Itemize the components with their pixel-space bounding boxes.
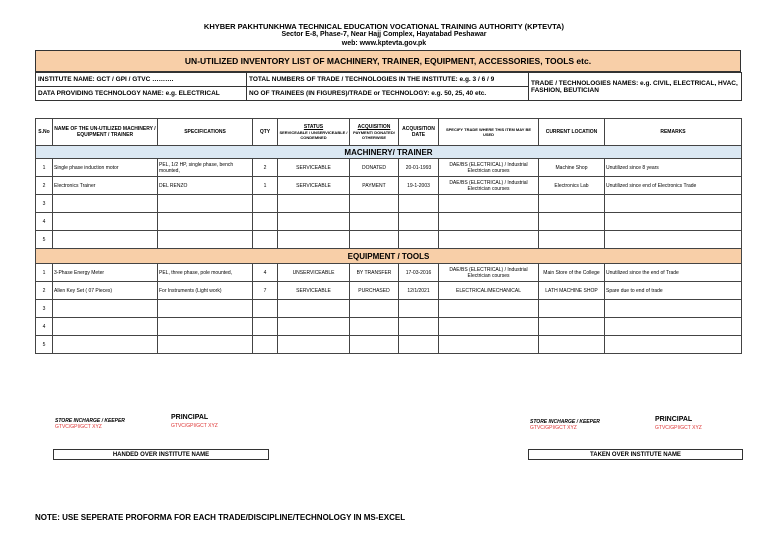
cell-trade[interactable] xyxy=(439,300,539,318)
cell-status[interactable] xyxy=(278,336,350,354)
table-row xyxy=(36,282,742,300)
authority-address: Sector E-8, Phase-7, Near Hajj Complex, Hayatabad Peshawar xyxy=(281,31,487,38)
cell-spec[interactable]: For Instruments (Light work) xyxy=(158,282,253,300)
cell-status[interactable] xyxy=(278,195,350,213)
principal-label-right: PRINCIPAL xyxy=(655,416,693,423)
cell-remarks[interactable]: Spare due to end of trade xyxy=(605,282,742,300)
cell-location[interactable]: Electronics Lab xyxy=(539,177,605,195)
cell-trade[interactable] xyxy=(439,213,539,231)
cell-location[interactable] xyxy=(539,318,605,336)
col-acq-date: ACQUISITION DATE xyxy=(399,119,439,146)
principal-label-left: PRINCIPAL xyxy=(171,414,209,421)
store-keeper-label-right: STORE INCHARGE / KEEPER xyxy=(530,419,600,425)
cell-acq-date[interactable] xyxy=(399,213,439,231)
store-keeper-sub-left: GTVC/GPI/GCT XYZ xyxy=(55,424,102,430)
cell-name[interactable]: Single phase induction motor xyxy=(53,159,158,177)
cell-location[interactable]: LATH MACHINE SHOP xyxy=(539,282,605,300)
cell-status[interactable]: SERVICEABLE xyxy=(278,159,350,177)
col-acq-title: ACQUISITION xyxy=(357,124,391,130)
cell-sno[interactable]: 3 xyxy=(36,300,53,318)
cell-spec[interactable] xyxy=(158,336,253,354)
cell-sno[interactable]: 5 xyxy=(36,336,53,354)
col-location: CURRENT LOCATION xyxy=(539,119,605,146)
cell-remarks[interactable] xyxy=(605,300,742,318)
table-row xyxy=(36,264,742,282)
header-row xyxy=(36,119,742,146)
cell-acquisition[interactable] xyxy=(350,195,399,213)
cell-remarks[interactable] xyxy=(605,336,742,354)
cell-sno[interactable]: 4 xyxy=(36,213,53,231)
cell-acq-date[interactable] xyxy=(399,336,439,354)
principal-sub-left: GTVC/GPI/GCT XYZ xyxy=(171,423,218,429)
col-qty: QTY xyxy=(253,119,278,146)
cell-remarks[interactable]: Unutilized since end of Electronics Trade xyxy=(605,177,742,195)
info-table xyxy=(35,72,742,101)
section-machinery-label: MACHINERY/ TRAINER xyxy=(36,146,742,159)
cell-acq-date[interactable]: 19-1-2003 xyxy=(399,177,439,195)
principal-sub-right: GTVC/GPI/GCT XYZ xyxy=(655,425,702,431)
trainees-count: NO OF TRAINEES (IN FIGURES)/TRADE or TECHNOLOGY: e.g. 50, 25, 40 etc. xyxy=(247,87,529,101)
cell-sno[interactable]: 3 xyxy=(36,195,53,213)
cell-status[interactable] xyxy=(278,318,350,336)
section-machinery xyxy=(36,146,742,159)
cell-acq-date[interactable] xyxy=(399,195,439,213)
cell-trade[interactable] xyxy=(439,231,539,249)
cell-trade[interactable] xyxy=(439,336,539,354)
cell-acq-date[interactable]: 17-03-2016 xyxy=(399,264,439,282)
cell-spec[interactable] xyxy=(158,231,253,249)
cell-name[interactable] xyxy=(53,300,158,318)
cell-spec[interactable]: DEL RENZO xyxy=(158,177,253,195)
cell-acquisition[interactable]: PAYMENT xyxy=(350,177,399,195)
cell-qty[interactable]: 4 xyxy=(253,264,278,282)
cell-acquisition[interactable] xyxy=(350,336,399,354)
col-status xyxy=(278,119,350,146)
cell-acq-date[interactable]: 12/1/2021 xyxy=(399,282,439,300)
cell-acquisition[interactable] xyxy=(350,300,399,318)
document-title: UN-UTILIZED INVENTORY LIST OF MACHINERY, TRAINER, EQUIPMENT, ACCESSORIES, TOOLS etc. xyxy=(35,50,741,72)
cell-location[interactable]: Machine Shop xyxy=(539,159,605,177)
cell-name[interactable] xyxy=(53,231,158,249)
cell-acquisition[interactable]: BY TRANSFER xyxy=(350,264,399,282)
section-equipment-label: EQUIPMENT / TOOLS xyxy=(36,249,742,264)
cell-acq-date[interactable] xyxy=(399,318,439,336)
table-row xyxy=(36,195,742,213)
table-row xyxy=(36,177,742,195)
table-row xyxy=(36,300,742,318)
cell-location[interactable] xyxy=(539,300,605,318)
cell-qty[interactable] xyxy=(253,300,278,318)
cell-acquisition[interactable]: PURCHASED xyxy=(350,282,399,300)
cell-acquisition[interactable]: DONATED xyxy=(350,159,399,177)
col-spec: SPECIFICATIONS xyxy=(158,119,253,146)
cell-location[interactable]: Main Store of the College xyxy=(539,264,605,282)
col-trade: SPECIFY TRADE WHERE THIS ITEM MAY BE USED xyxy=(439,119,539,146)
table-row xyxy=(36,159,742,177)
cell-qty[interactable]: 7 xyxy=(253,282,278,300)
store-keeper-label-left: STORE INCHARGE / KEEPER xyxy=(55,418,125,424)
cell-name[interactable] xyxy=(53,195,158,213)
total-trades: TOTAL NUMBERS OF TRADE / TECHNOLOGIES IN THE INSTITUTE: e.g. 3 / 6 / 9 xyxy=(247,73,529,87)
cell-status[interactable]: SERVICEABLE xyxy=(278,177,350,195)
cell-remarks[interactable] xyxy=(605,318,742,336)
cell-location[interactable] xyxy=(539,195,605,213)
trade-names: TRADE / TECHNOLOGIES NAMES: e.g. CIVIL, ELECTRICAL, HVAC, FASHION, BEUTICIAN xyxy=(529,73,742,101)
table-row xyxy=(36,213,742,231)
col-sno: S.No xyxy=(36,119,53,146)
cell-name[interactable] xyxy=(53,318,158,336)
cell-qty[interactable] xyxy=(253,195,278,213)
cell-name[interactable] xyxy=(53,213,158,231)
cell-location[interactable] xyxy=(539,213,605,231)
cell-qty[interactable] xyxy=(253,318,278,336)
cell-qty[interactable]: 1 xyxy=(253,177,278,195)
col-status-sub: SERVICEABLE / UNSERVICEABLE / CONDEMNED xyxy=(279,130,348,140)
cell-location[interactable] xyxy=(539,231,605,249)
cell-acq-date[interactable] xyxy=(399,231,439,249)
cell-spec[interactable]: PEL, 1/2 HP, single phase, bench mounted, xyxy=(158,159,253,177)
cell-acquisition[interactable] xyxy=(350,231,399,249)
cell-sno[interactable]: 1 xyxy=(36,159,53,177)
cell-status[interactable] xyxy=(278,231,350,249)
cell-acq-date[interactable] xyxy=(399,300,439,318)
cell-trade[interactable] xyxy=(439,195,539,213)
cell-spec[interactable] xyxy=(158,213,253,231)
cell-location[interactable] xyxy=(539,336,605,354)
cell-sno[interactable]: 2 xyxy=(36,282,53,300)
cell-trade[interactable]: DAE/BS (ELECTRICAL) / Industrial Electrician courses xyxy=(439,159,539,177)
cell-trade[interactable] xyxy=(439,318,539,336)
inventory-table xyxy=(35,118,742,354)
store-keeper-sub-right: GTVC/GPI/GCT XYZ xyxy=(530,425,577,431)
section-equipment xyxy=(36,249,742,264)
cell-name[interactable]: 3-Phase Energy Meter xyxy=(53,264,158,282)
cell-qty[interactable]: 2 xyxy=(253,159,278,177)
cell-trade[interactable]: DAE/BS (ELECTRICAL) / Industrial Electrician courses xyxy=(439,264,539,282)
cell-qty[interactable] xyxy=(253,213,278,231)
cell-status[interactable] xyxy=(278,213,350,231)
cell-remarks[interactable] xyxy=(605,213,742,231)
handed-over-box[interactable]: HANDED OVER INSTITUTE NAME xyxy=(53,449,269,460)
col-acq-sub: PAYMENT/ DONATED/ OTHERWISE xyxy=(353,130,395,140)
cell-trade[interactable]: ELECTRICAL/MECHANICAL xyxy=(439,282,539,300)
authority-web: web: www.kptevta.gov.pk xyxy=(341,40,427,47)
cell-status[interactable]: SERVICEABLE xyxy=(278,282,350,300)
col-acquisition xyxy=(350,119,399,146)
cell-remarks[interactable] xyxy=(605,231,742,249)
cell-qty[interactable] xyxy=(253,231,278,249)
cell-remarks[interactable]: Unutilized since 8 years xyxy=(605,159,742,177)
col-name: NAME OF THE UN-UTILIZED MACHINERY / EQUIPMENT / TRAINER xyxy=(53,119,158,146)
taken-over-box[interactable]: TAKEN OVER INSTITUTE NAME xyxy=(528,449,743,460)
cell-sno[interactable]: 2 xyxy=(36,177,53,195)
cell-acq-date[interactable]: 20-01-1993 xyxy=(399,159,439,177)
cell-sno[interactable]: 1 xyxy=(36,264,53,282)
cell-remarks[interactable]: Unutilized since the end of Trade xyxy=(605,264,742,282)
cell-name[interactable]: Allen Key Set ( 07 Pieces) xyxy=(53,282,158,300)
cell-spec[interactable] xyxy=(158,195,253,213)
cell-status[interactable] xyxy=(278,300,350,318)
cell-name[interactable] xyxy=(53,336,158,354)
authority-title: KHYBER PAKHTUNKHWA TECHNICAL EDUCATION VOCATIONAL TRAINING AUTHORITY (KPTEVTA) xyxy=(203,22,565,31)
table-row xyxy=(36,318,742,336)
table-row xyxy=(36,336,742,354)
cell-acquisition[interactable] xyxy=(350,318,399,336)
providing-technology: DATA PROVIDING TECHNOLOGY NAME: e.g. ELECTRICAL xyxy=(36,87,247,101)
footer-note: NOTE: USE SEPERATE PROFORMA FOR EACH TRADE/DISCIPLINE/TECHNOLOGY IN MS-EXCEL xyxy=(35,513,406,522)
cell-spec[interactable] xyxy=(158,300,253,318)
col-remarks: REMARKS xyxy=(605,119,742,146)
col-status-title: STATUS xyxy=(303,124,324,130)
cell-qty[interactable] xyxy=(253,336,278,354)
cell-spec[interactable]: PEL, three phase, pole mounted, xyxy=(158,264,253,282)
cell-status[interactable]: UNSERVICEABLE xyxy=(278,264,350,282)
cell-name[interactable]: Electronics Trainer xyxy=(53,177,158,195)
cell-spec[interactable] xyxy=(158,318,253,336)
cell-remarks[interactable] xyxy=(605,195,742,213)
institute-name: INSTITUTE NAME: GCT / GPI / GTVC ………. xyxy=(36,73,247,87)
cell-sno[interactable]: 4 xyxy=(36,318,53,336)
cell-sno[interactable]: 5 xyxy=(36,231,53,249)
cell-acquisition[interactable] xyxy=(350,213,399,231)
table-row xyxy=(36,231,742,249)
cell-trade[interactable]: DAE/BS (ELECTRICAL) / Industrial Electrician courses xyxy=(439,177,539,195)
